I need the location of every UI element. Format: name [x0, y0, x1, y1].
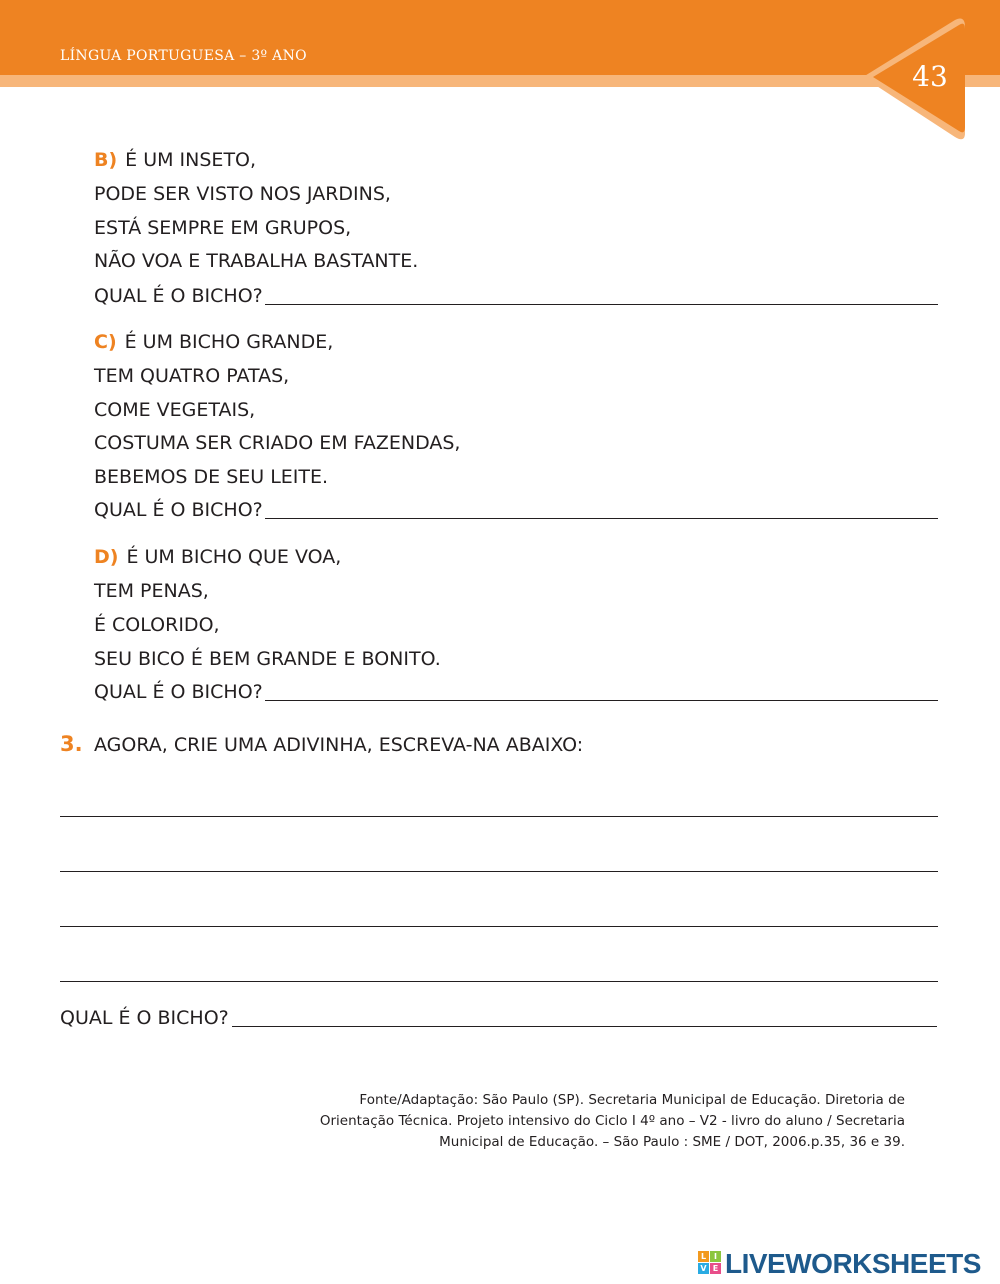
- riddle-b-question: QUAL É O BICHO?: [94, 285, 263, 307]
- riddle-c-line-2: TEM QUATRO PATAS,: [94, 365, 290, 387]
- exercise-3-number: 3.: [60, 732, 83, 756]
- writing-line-4[interactable]: [60, 981, 938, 982]
- riddle-b-line-2: PODE SER VISTO NOS JARDINS,: [94, 183, 391, 205]
- riddle-c-answer-line[interactable]: [265, 518, 938, 519]
- riddle-d-question: QUAL É O BICHO?: [94, 681, 263, 703]
- exercise-3-prompt: AGORA, CRIE UMA ADIVINHA, ESCREVA-NA ABAIXO:: [94, 734, 584, 756]
- header-stripe: [0, 75, 1000, 87]
- riddle-b-answer-line[interactable]: [265, 304, 938, 305]
- riddle-b-line-1: B) É UM INSETO,: [94, 149, 257, 171]
- riddle-c-line-1: C) É UM BICHO GRANDE,: [94, 331, 334, 353]
- source-line-2: Orientação Técnica. Projeto intensivo do Ciclo I 4º ano – V2 - livro do aluno / Secretaria: [319, 1113, 905, 1129]
- riddle-d-line-1: D) É UM BICHO QUE VOA,: [94, 546, 342, 568]
- riddle-c-line-3: COME VEGETAIS,: [94, 399, 256, 421]
- riddle-d-answer-line[interactable]: [265, 700, 938, 701]
- riddle-c-line-5: BEBEMOS DE SEU LEITE.: [94, 466, 329, 488]
- source-line-1: Fonte/Adaptação: São Paulo (SP). Secretaria Municipal de Educação. Diretoria de: [359, 1092, 905, 1108]
- exercise-3-answer-line[interactable]: [232, 1026, 937, 1027]
- writing-line-1[interactable]: [60, 816, 938, 817]
- riddle-d-line-3: É COLORIDO,: [94, 614, 220, 636]
- riddle-b-line-3: ESTÁ SEMPRE EM GRUPOS,: [94, 217, 352, 239]
- riddle-b-line-4: NÃO VOA E TRABALHA BASTANTE.: [94, 250, 419, 272]
- liveworksheets-wordmark: LIVEWORKSHEETS: [725, 1248, 981, 1279]
- riddle-b-letter: B): [94, 149, 118, 171]
- liveworksheets-blocks-icon: L I V E: [698, 1251, 722, 1275]
- source-line-3: Municipal de Educação. – São Paulo : SME / DOT, 2006.p.35, 36 e 39.: [439, 1134, 905, 1150]
- writing-line-2[interactable]: [60, 871, 938, 872]
- riddle-d-letter: D): [94, 546, 119, 568]
- riddle-c-question: QUAL É O BICHO?: [94, 499, 263, 521]
- riddle-c-line-4: COSTUMA SER CRIADO EM FAZENDAS,: [94, 432, 461, 454]
- exercise-3-question: QUAL É O BICHO?: [60, 1007, 229, 1029]
- source-citation: [285, 1090, 905, 1153]
- riddle-d-line-2: TEM PENAS,: [94, 580, 209, 602]
- page-number: 43: [912, 60, 948, 93]
- subject-title: LÍNGUA PORTUGUESA – 3º ANO: [60, 48, 307, 64]
- writing-line-3[interactable]: [60, 926, 938, 927]
- riddle-d-line-4: SEU BICO É BEM GRANDE E BONITO.: [94, 648, 441, 670]
- riddle-c-letter: C): [94, 331, 117, 353]
